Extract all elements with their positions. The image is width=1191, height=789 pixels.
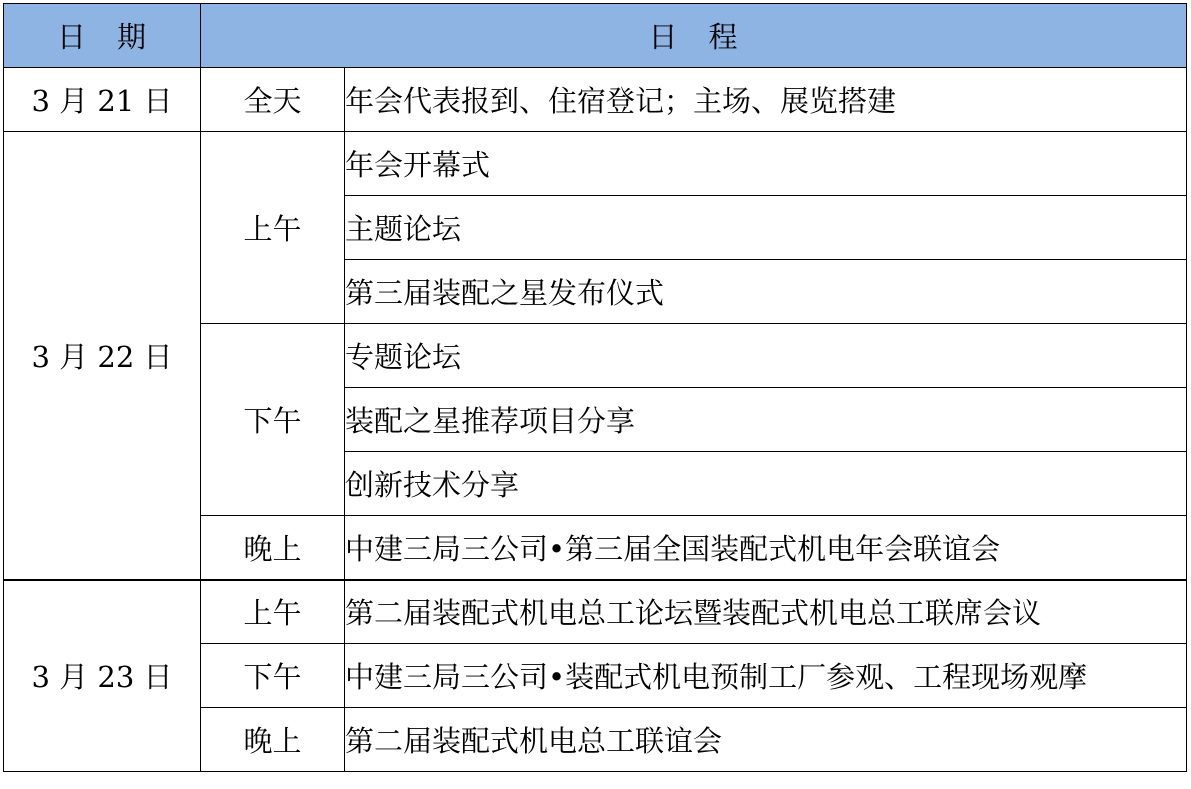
schedule-item: 创新技术分享 [345,452,1187,516]
table-row [4,580,1187,644]
schedule-column-header: 日 程 [201,4,1187,68]
period-cell: 上午 [201,132,345,324]
table-row [4,68,1187,132]
period-cell: 下午 [201,324,345,516]
schedule-table [3,3,1187,772]
schedule-item: 中建三局三公司•第三届全国装配式机电年会联谊会 [345,516,1187,580]
date-cell: 3 月 21 日 [4,68,201,132]
period-cell: 上午 [201,580,345,644]
schedule-item: 装配之星推荐项目分享 [345,388,1187,452]
schedule-item: 年会开幕式 [345,132,1187,196]
period-cell: 晚上 [201,708,345,772]
schedule-item: 第二届装配式机电总工论坛暨装配式机电总工联席会议 [345,580,1187,644]
header-row [4,4,1187,68]
schedule-item: 中建三局三公司•装配式机电预制工厂参观、工程现场观摩 [345,644,1187,708]
period-cell: 下午 [201,644,345,708]
schedule-item: 专题论坛 [345,324,1187,388]
period-cell: 全天 [201,68,345,132]
schedule-item: 主题论坛 [345,196,1187,260]
date-column-header: 日 期 [4,4,201,68]
period-cell: 晚上 [201,516,345,580]
table-row [4,132,1187,196]
date-cell: 3 月 23 日 [4,580,201,772]
schedule-item: 第二届装配式机电总工联谊会 [345,708,1187,772]
schedule-item: 第三届装配之星发布仪式 [345,260,1187,324]
date-cell: 3 月 22 日 [4,132,201,580]
schedule-item: 年会代表报到、住宿登记；主场、展览搭建 [345,68,1187,132]
